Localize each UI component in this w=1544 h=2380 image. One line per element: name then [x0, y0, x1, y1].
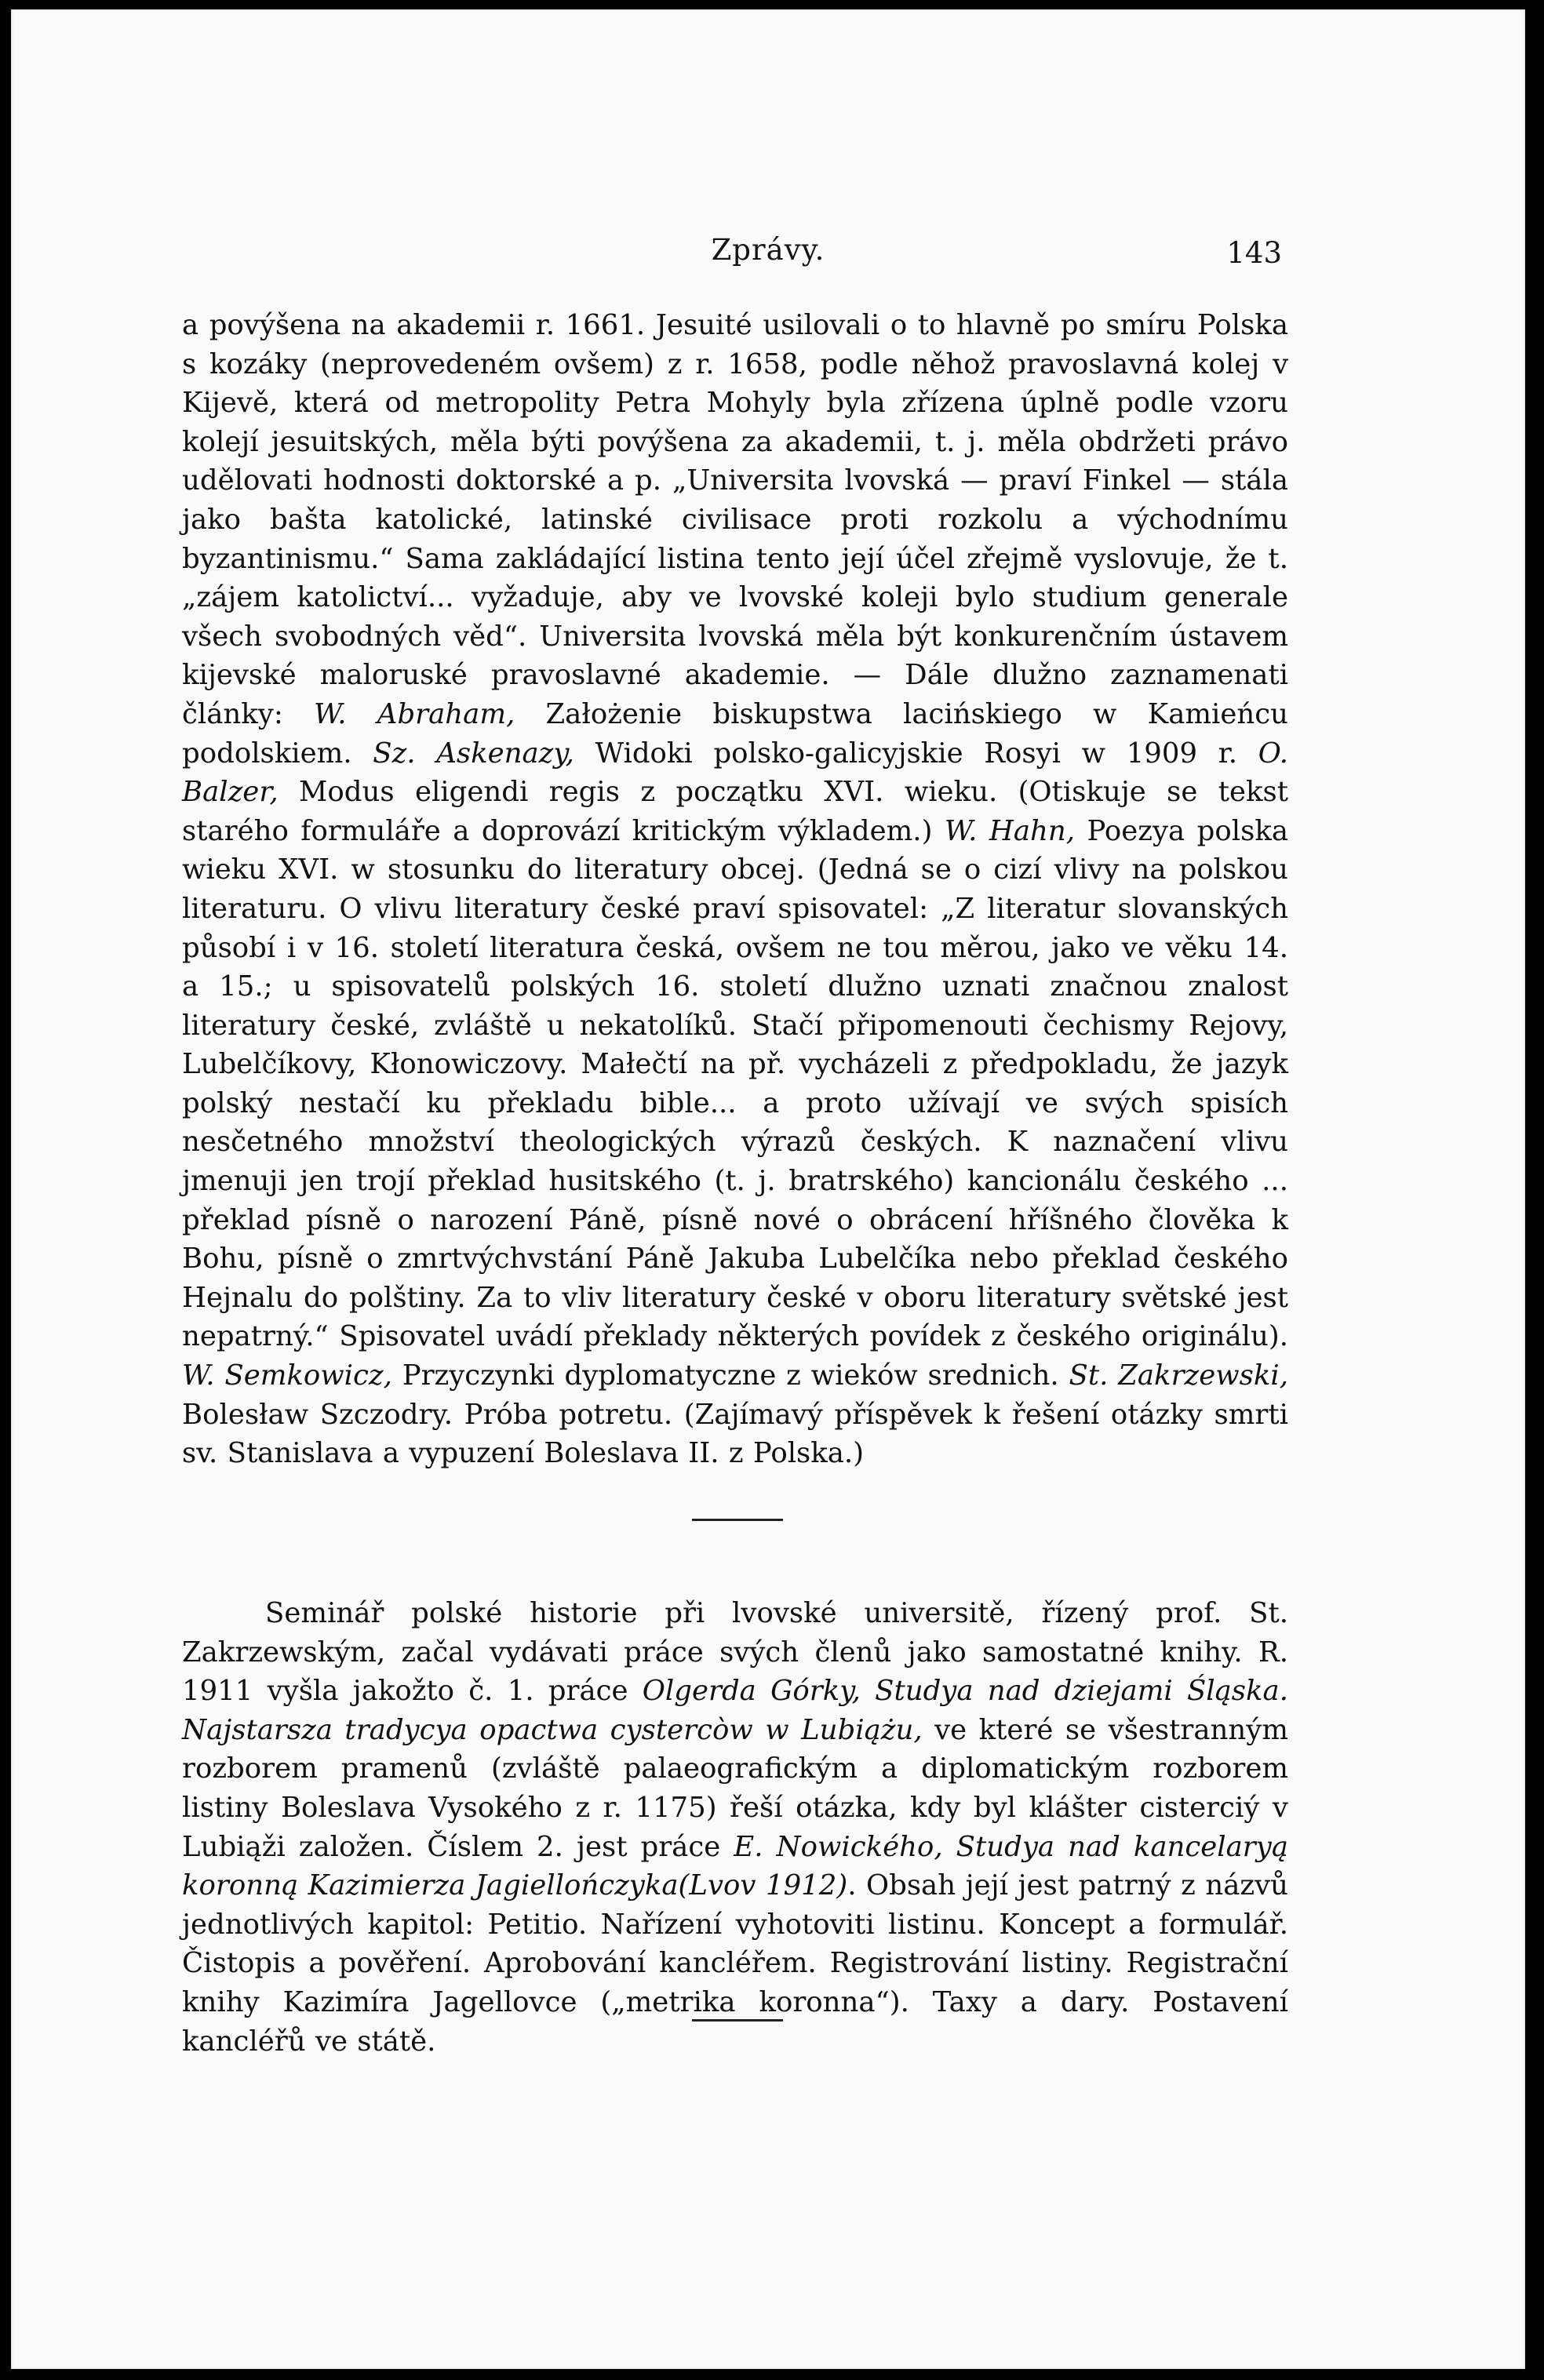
text-run: Seminář polské historie při lvovské universitě, řízený prof. St. Zakrzewským, začal vydávati práce svých členů jako samostatné knihy. R. 1911 vyšla jakožto č. 1. práce	[182, 1597, 1288, 1708]
text-run: Widoki polsko-galicyjskie Rosyi w 1909 r.	[574, 737, 1258, 770]
text-run: . Obsah její jest patrný z názvů jednotlivých kapitol: Petitio. Nařízení vyhotoviti listinu. Koncept a formulář. Čistopis a pověření. Aprobování kancléřem. Registrování listiny. Registrační knihy Kazimíra Jagellovce („metrika koronna“). Taxy a dary. Postavení kancléřů ve státě.	[182, 1869, 1289, 2058]
author-name: Sz. Askenazy,	[373, 737, 574, 770]
text-run: ve které se všestranným rozborem pramenů (zvláště palaeografickým a diplomatickým rozborem listiny Boleslava Vysokého z r. 1175) řeší otázka, kdy byl klášter cisterciý v Lubiąži založen. Číslem 2. jest práce	[182, 1713, 1288, 1863]
work-title: Olgerda Górky, Studya nad dziejami Śląska. Najstarsza tradycya opactwa cystercòw w Lubiążu,	[182, 1675, 1288, 1746]
text-run: Bolesław Szczodry. Próba potretu. (Zajímavý příspěvek k řešení otázky smrti sv. Stanislava a vypuzení Boleslava II. z Polska.)	[182, 1398, 1288, 1470]
paragraph-2-text	[182, 1594, 1288, 2061]
book-page	[11, 9, 1525, 2369]
text-run: a povýšena na akademii r. 1661. Jesuité usilovali o to hlavně po smíru Polska s kozáky (neprovedeném ovšem) z r. 1658, podle něhož pravoslavná kolej v Kijevě, která od metropolity Petra Mohyly byla zřízena úplně podle vzoru kolejí jesuitských, měla býti povýšena za akademii, t. j. měla obdržeti právo udělovati hodnosti doktorské a p. „Universita lvovská — praví Finkel — stála jako bašta katolické, latinské civilisace proti rozkolu a východnímu byzantinismu.“ Sama zakládající listina tento její účel zřejmě vyslovuje, že t. „zájem katolictví... vyžaduje, aby ve lvovské koleji bylo studium generale všech svobodných věd“. Universita lvovská měla být konkurenčním ústavem kijevské maloruské pravoslavné akademie. — Dále dlužno zaznamenati články:	[182, 309, 1288, 730]
running-head: Zprávy.	[711, 233, 825, 267]
text-run: Założenie biskupstwa lacińskiego w Kamieńcu podolskiem.	[182, 697, 1288, 770]
author-name: W. Semkowicz,	[182, 1359, 392, 1392]
work-title: E. Nowického, Studya nad kancelaryą koronną Kazimierza Jagiellończyka	[182, 1830, 1288, 1902]
paragraph-1	[182, 306, 1288, 1473]
paragraph-1-text	[182, 306, 1288, 1473]
page-number: 143	[1226, 236, 1282, 270]
text-run: Modus eligendi regis z początku XVI. wieku. (Otiskuje se tekst starého formuláře a doprovází kritickým výkladem.)	[182, 776, 1288, 847]
author-name: O. Balzer,	[182, 737, 1289, 809]
author-name: W. Hahn,	[944, 814, 1076, 847]
publication-place: (Lvov 1912)	[678, 1869, 848, 1902]
paragraph-2	[182, 1594, 1288, 2061]
text-run: Poezya polska wieku XVI. w stosunku do literatury obcej. (Jedná se o cizí vlivy na polskou literaturu. O vlivu literatury české praví spisovatel: „Z literatur slovanských působí i v 16. století literatura česká, ovšem ne tou měrou, jako ve věku 14. a 15.; u spisovatelů polských 16. století dlužno uznati značnou znalost literatury české, zvláště u nekatolíků. Stačí připomenouti čechismy Rejovy, Lubelčíkovy, Kłonowiczovy. Małečtí na př. vycházeli z předpokladu, že jazyk polský nestačí ku překladu bible... a proto užívají ve svých spisích nesčetného množství theologických výrazů českých. K naznačení vlivu jmenuji jen trojí překlad husitského (t. j. bratrského) kancionálu českého ... překlad písně o narození Páně, písně nové o obrácení hříšného člověka k Bohu, písně o zmrtvýchvstání Páně Jakuba Lubelčíka nebo překlad českého Hejnalu do polštiny. Za to vliv literatury české v oboru literatury světské jest nepatrný.“ Spisovatel uvádí překlady některých povídek z českého originálu).	[182, 814, 1288, 1353]
author-name: St. Zakrzewski,	[1069, 1359, 1289, 1392]
section-divider	[692, 1519, 783, 1521]
text-run: Przyczynki dyplomatyczne z wieków srednich.	[391, 1359, 1069, 1392]
section-divider	[692, 2019, 783, 2022]
author-name: W. Abraham,	[314, 697, 515, 730]
page-header	[11, 233, 1525, 280]
